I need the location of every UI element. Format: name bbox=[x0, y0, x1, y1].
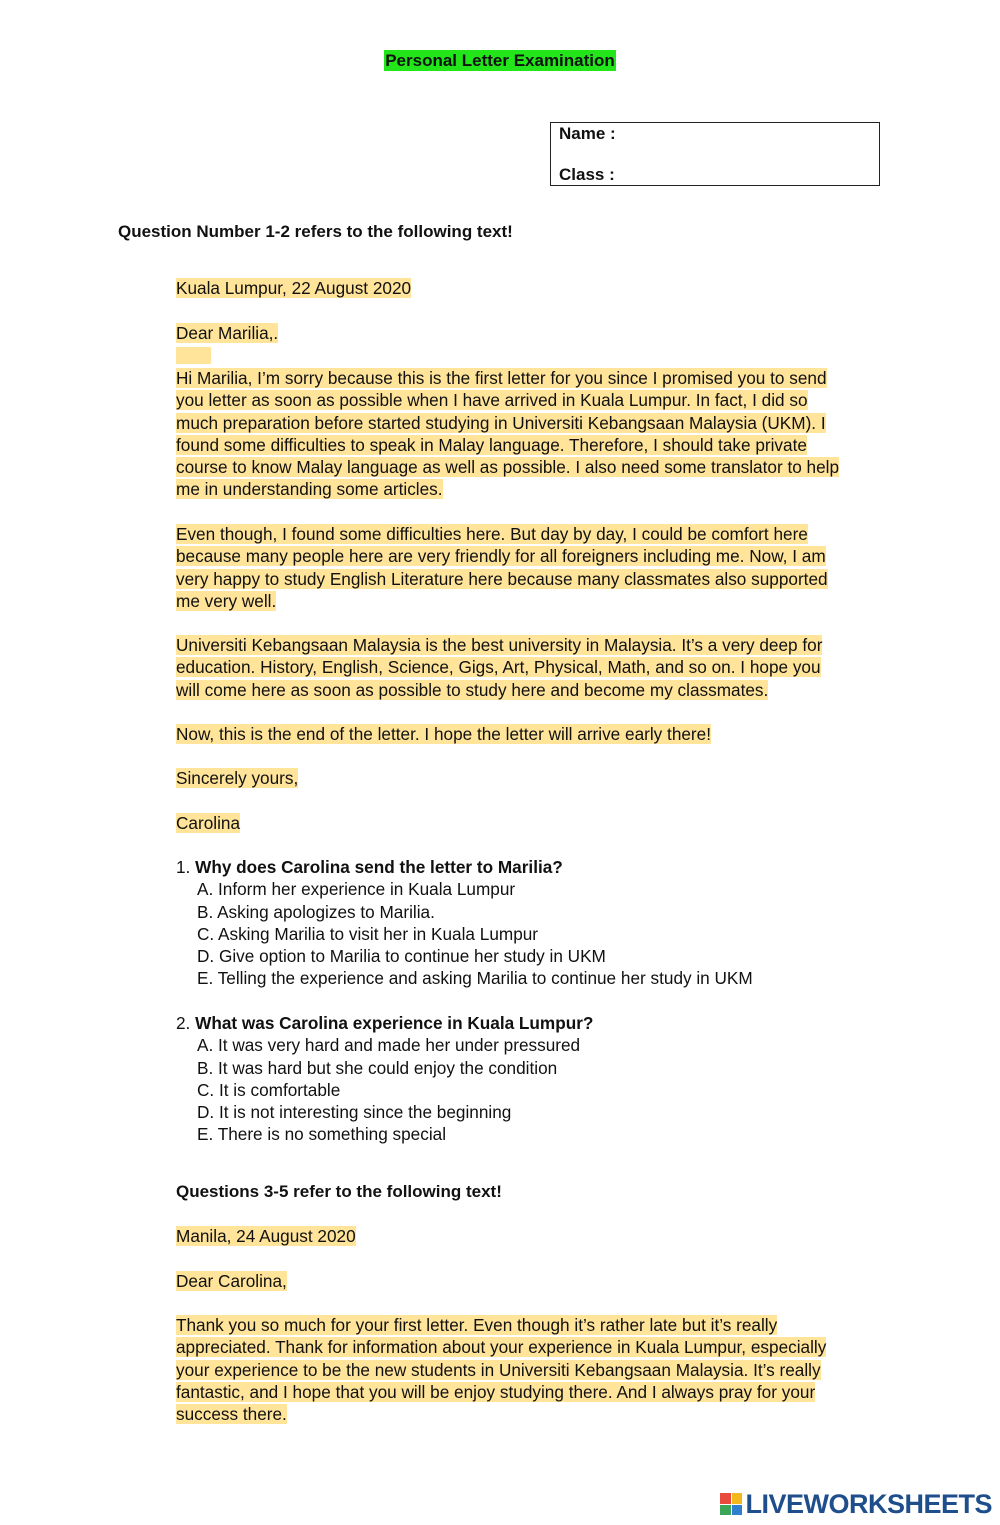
question-2 bbox=[176, 1012, 593, 1146]
letter1-paragraph-3: Universiti Kebangsaan Malaysia is the best university in Malaysia. It’s a very deep for education. History, English, Science, Gigs, Art, Physical, Math, and so on. I hope you will come here as soon as possible to study here and become my classmates. bbox=[176, 635, 823, 700]
name-label: Name : bbox=[559, 124, 616, 143]
letter1-paragraph-1: Hi Marilia, I’m sorry because this is the first letter for you since I promised you to send you letter as soon as possible when I have arrived in Kuala Lumpur. In fact, I did so much preparation before started studying in Universiti Kebangsaan Malaysia (UKM). I found some difficulties to speak in Malay language. Therefore, I should take private course to know Malay language as well as possible. I also need some translator to help me in understanding some articles. bbox=[176, 368, 840, 500]
logo-icon bbox=[720, 1493, 742, 1515]
question-number: 1. bbox=[176, 857, 191, 877]
option-b[interactable]: B. Asking apologizes to Marilia. bbox=[197, 901, 435, 922]
question-number: 2. bbox=[176, 1013, 191, 1033]
letter2-greeting: Dear Carolina, bbox=[176, 1271, 287, 1291]
letter1-place-date: Kuala Lumpur, 22 August 2020 bbox=[176, 278, 412, 298]
page-title: Personal Letter Examination bbox=[385, 51, 615, 70]
liveworksheets-logo bbox=[720, 1489, 992, 1519]
name-class-box bbox=[550, 122, 880, 186]
option-e[interactable]: E. There is no something special bbox=[197, 1124, 447, 1145]
option-c[interactable]: C. Asking Marilia to visit her in Kuala Lumpur bbox=[197, 923, 539, 944]
option-c[interactable]: C. It is comfortable bbox=[197, 1079, 341, 1100]
highlight-mark bbox=[176, 347, 211, 364]
option-d[interactable]: D. Give option to Marilia to continue her study in UKM bbox=[197, 946, 606, 967]
option-a[interactable]: A. Inform her experience in Kuala Lumpur bbox=[197, 879, 516, 900]
letter1-closing: Sincerely yours, bbox=[176, 768, 299, 788]
letter1-paragraph-2: Even though, I found some difficulties here. But day by day, I could be comfort here because many people here are very friendly for all foreigners including me. Now, I am very happy to study English Literature here because many classmates also supported me very well. bbox=[176, 524, 828, 611]
option-d[interactable]: D. It is not interesting since the beginning bbox=[197, 1102, 512, 1123]
option-a[interactable]: A. It was very hard and made her under pressured bbox=[197, 1035, 581, 1056]
letter1-paragraph-4: Now, this is the end of the letter. I hope the letter will arrive early there! bbox=[176, 724, 711, 744]
option-b[interactable]: B. It was hard but she could enjoy the condition bbox=[197, 1057, 558, 1078]
question-1 bbox=[176, 856, 753, 990]
logo-text: LIVEWORKSHEETS bbox=[745, 1488, 992, 1519]
section2-heading: Questions 3-5 refer to the following text! bbox=[176, 1182, 502, 1201]
letter2-place-date: Manila, 24 August 2020 bbox=[176, 1226, 356, 1246]
section1-heading: Question Number 1-2 refers to the following text! bbox=[118, 222, 513, 241]
letter1-greeting: Dear Marilia,. bbox=[176, 323, 279, 343]
question-text: Why does Carolina send the letter to Marilia? bbox=[195, 857, 563, 877]
letter2-paragraph-1: Thank you so much for your first letter. Even though it’s rather late but it’s really appreciated. Thank for information about your experience in Kuala Lumpur, especially your experience to be the new students in Universiti Kebangsaan Malaysia. It’s really fantastic, and I hope that you will be enjoy studying there. And I always pray for your success there. bbox=[176, 1315, 827, 1425]
question-text: What was Carolina experience in Kuala Lumpur? bbox=[195, 1013, 594, 1033]
class-label: Class : bbox=[559, 165, 615, 184]
letter1-signature: Carolina bbox=[176, 813, 241, 833]
option-e[interactable]: E. Telling the experience and asking Marilia to continue her study in UKM bbox=[197, 968, 753, 989]
